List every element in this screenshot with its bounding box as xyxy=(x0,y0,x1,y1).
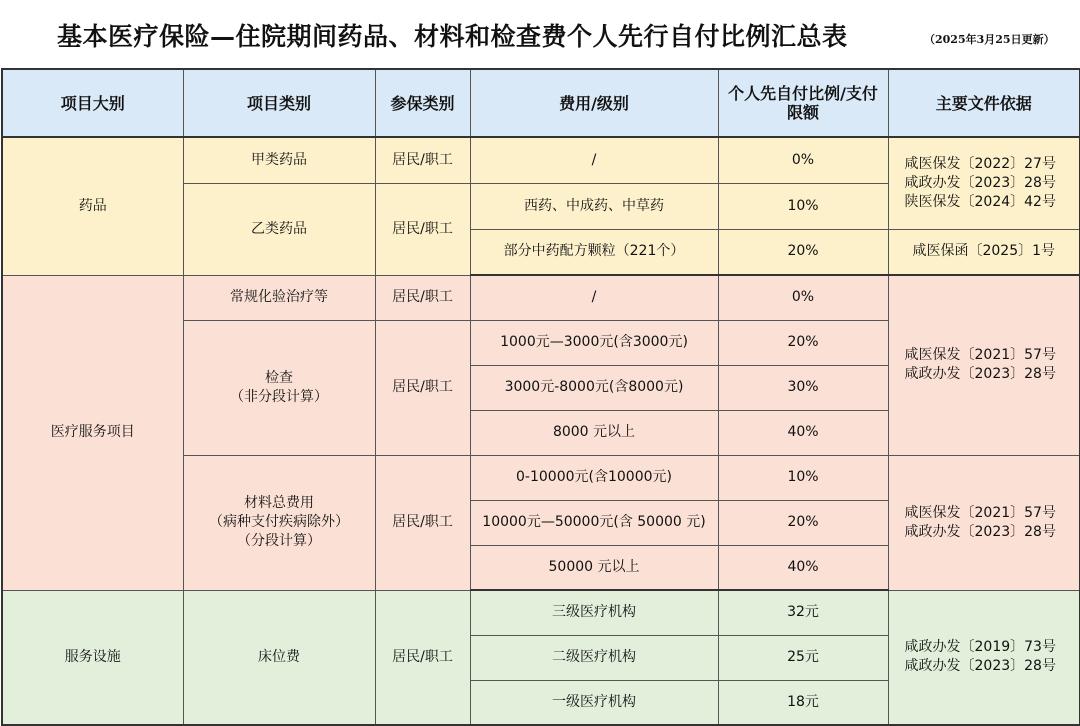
summary-table xyxy=(1,68,1080,726)
documents-material xyxy=(888,455,1080,590)
document-ref: 咸医保函〔2025〕1号 xyxy=(912,243,1056,260)
rate-value: 0% xyxy=(718,137,888,183)
item-class-b-drugs: 乙类药品 xyxy=(183,183,375,275)
fee-level: 二级医疗机构 xyxy=(470,635,718,680)
rate-value: 25元 xyxy=(718,635,888,680)
insured-type: 居民/职工 xyxy=(375,320,470,455)
fee-level: 8000 元以上 xyxy=(470,410,718,455)
document-ref: 咸政办发〔2023〕28号 xyxy=(904,366,1056,383)
item-exam-note: （非分段计算） xyxy=(230,388,328,405)
item-exam xyxy=(183,320,375,455)
item-material-note: （分段计算） xyxy=(237,533,321,549)
rate-value: 20% xyxy=(718,500,888,545)
fee-level: 三级医疗机构 xyxy=(470,590,718,635)
header-rate xyxy=(718,69,888,137)
insured-type: 居民/职工 xyxy=(375,590,470,725)
fee-level: 50000 元以上 xyxy=(470,545,718,590)
fee-level: 部分中药配方颗粒（221个） xyxy=(470,229,718,275)
category-drugs: 药品 xyxy=(2,137,183,275)
update-date: （2025年3月25日更新） xyxy=(924,33,1055,46)
fee-level: 0-10000元(含10000元) xyxy=(470,455,718,500)
rate-value: 10% xyxy=(718,455,888,500)
item-class-a-drugs: 甲类药品 xyxy=(183,137,375,183)
document-ref: 咸医保发〔2021〕57号 xyxy=(904,347,1056,364)
rate-value: 40% xyxy=(718,545,888,590)
header-documents: 主要文件依据 xyxy=(888,69,1080,137)
document-ref: 陕医保发〔2024〕42号 xyxy=(904,193,1056,210)
fee-level: / xyxy=(470,137,718,183)
insured-type: 居民/职工 xyxy=(375,183,470,275)
rate-value: 30% xyxy=(718,365,888,410)
header-major-category: 项目大别 xyxy=(2,69,183,137)
documents-granules xyxy=(888,229,1080,275)
title-bar xyxy=(0,0,1080,68)
table-row xyxy=(2,137,1080,183)
header-item-category: 项目类别 xyxy=(183,69,375,137)
fee-level: 西药、中成药、中草药 xyxy=(470,183,718,229)
fee-level: / xyxy=(470,275,718,320)
header-rate-label: 个人先自付比例/支付限额 xyxy=(728,84,878,122)
document-ref: 咸政办发〔2023〕28号 xyxy=(904,174,1056,191)
page-title: 基本医疗保险—住院期间药品、材料和检查费个人先行自付比例汇总表 xyxy=(57,22,848,51)
header-fee-level: 费用/级别 xyxy=(470,69,718,137)
item-exam-name: 检查 xyxy=(265,369,293,386)
rate-value: 18元 xyxy=(718,680,888,725)
item-material-fees xyxy=(183,455,375,590)
rate-value: 20% xyxy=(718,320,888,365)
document-ref: 咸政办发〔2019〕73号 xyxy=(904,639,1056,656)
documents-drugs xyxy=(888,137,1080,229)
rate-value: 40% xyxy=(718,410,888,455)
document-ref: 咸政办发〔2023〕28号 xyxy=(904,658,1056,675)
fee-level: 1000元—3000元(含3000元) xyxy=(470,320,718,365)
insured-type: 居民/职工 xyxy=(375,137,470,183)
item-material-note: （病种支付疾病除外） xyxy=(209,514,349,530)
insured-type: 居民/职工 xyxy=(375,455,470,590)
item-routine-tests: 常规化验治疗等 xyxy=(183,275,375,320)
item-material-name: 材料总费用 xyxy=(244,495,314,511)
document-ref: 咸政办发〔2023〕28号 xyxy=(904,523,1056,540)
document-ref: 咸医保发〔2022〕27号 xyxy=(904,155,1056,172)
document-ref: 咸医保发〔2021〕57号 xyxy=(904,504,1056,521)
category-service-facilities: 服务设施 xyxy=(2,590,183,725)
insured-type: 居民/职工 xyxy=(375,275,470,320)
fee-level: 3000元-8000元(含8000元) xyxy=(470,365,718,410)
table-row xyxy=(2,275,1080,320)
category-medical-services: 医疗服务项目 xyxy=(2,275,183,590)
item-bed-fee: 床位费 xyxy=(183,590,375,725)
documents-bed xyxy=(888,590,1080,725)
rate-value: 20% xyxy=(718,229,888,275)
table-row xyxy=(2,590,1080,635)
rate-value: 0% xyxy=(718,275,888,320)
documents-exam xyxy=(888,275,1080,455)
fee-level: 一级医疗机构 xyxy=(470,680,718,725)
rate-value: 10% xyxy=(718,183,888,229)
header-row xyxy=(2,69,1080,137)
header-insured-type: 参保类别 xyxy=(375,69,470,137)
rate-value: 32元 xyxy=(718,590,888,635)
fee-level: 10000元—50000元(含 50000 元) xyxy=(470,500,718,545)
